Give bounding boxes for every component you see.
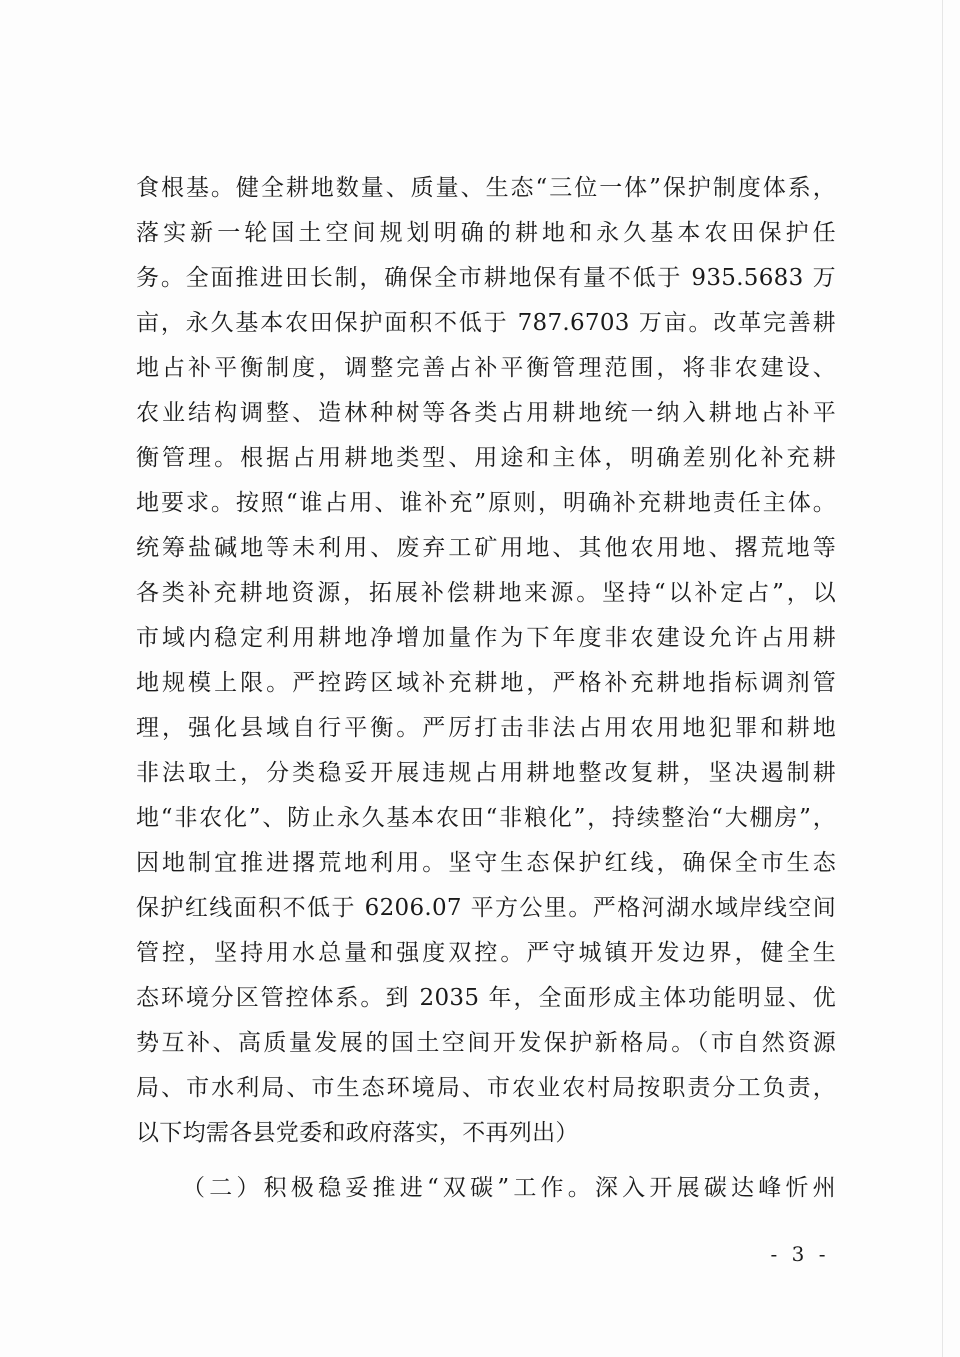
text-line: 地规模上限。严控跨区域补充耕地，严格补充耕地指标调剂管 xyxy=(136,670,836,696)
text-line: 管控，坚持用水总量和强度双控。严守城镇开发边界，健全生 xyxy=(136,940,836,966)
text-line: 地要求。按照“谁占用、谁补充”原则，明确补充耕地责任主体。 xyxy=(136,490,836,516)
page-number: - 3 - xyxy=(770,1242,830,1266)
text-line: 市域内稳定利用耕地净增加量作为下年度非农建设允许占用耕 xyxy=(136,625,836,651)
text-line: 农业结构调整、造林种树等各类占用耕地统一纳入耕地占补平 xyxy=(136,400,836,426)
text-line: 以下均需各县党委和政府落实，不再列出） xyxy=(136,1120,579,1146)
text-line: 亩，永久基本农田保护面积不低于 787.6703 万亩。改革完善耕 xyxy=(136,310,836,336)
text-line: 务。全面推进田长制，确保全市耕地保有量不低于 935.5683 万 xyxy=(136,265,836,291)
text-line: 保护红线面积不低于 6206.07 平方公里。严格河湖水域岸线空间 xyxy=(136,895,836,921)
text-line: 地“非农化”、防止永久基本农田“非粮化”，持续整治“大棚房”， xyxy=(136,805,836,831)
text-line: 落实新一轮国土空间规划明确的耕地和永久基本农田保护任 xyxy=(136,220,836,246)
text-line: 各类补充耕地资源，拓展补偿耕地来源。坚持“以补定占”，以 xyxy=(136,580,836,606)
text-line: 食根基。健全耕地数量、质量、生态“三位一体”保护制度体系， xyxy=(136,175,836,201)
text-line: 非法取土，分类稳妥开展违规占用耕地整改复耕，坚决遏制耕 xyxy=(136,760,836,786)
text-line: 统筹盐碱地等未利用、废弃工矿用地、其他农用地、撂荒地等 xyxy=(136,535,836,561)
text-line: 衡管理。根据占用耕地类型、用途和主体，明确差别化补充耕 xyxy=(136,445,836,471)
page-edge-shadow xyxy=(942,0,943,1357)
text-line: 势互补、高质量发展的国土空间开发保护新格局。（市自然资源 xyxy=(136,1030,836,1056)
text-line: 地占补平衡制度，调整完善占补平衡管理范围，将非农建设、 xyxy=(136,355,836,381)
text-line: 局、市水利局、市生态环境局、市农业农村局按职责分工负责， xyxy=(136,1075,836,1101)
text-line: 因地制宜推进撂荒地利用。坚守生态保护红线，确保全市生态 xyxy=(136,850,836,876)
section-heading-line: （二）积极稳妥推进“双碳”工作。深入开展碳达峰忻州 xyxy=(182,1175,836,1201)
text-line: 态环境分区管控体系。到 2035 年，全面形成主体功能明显、优 xyxy=(136,985,836,1011)
text-line: 理，强化县域自行平衡。严厉打击非法占用农用地犯罪和耕地 xyxy=(136,715,836,741)
